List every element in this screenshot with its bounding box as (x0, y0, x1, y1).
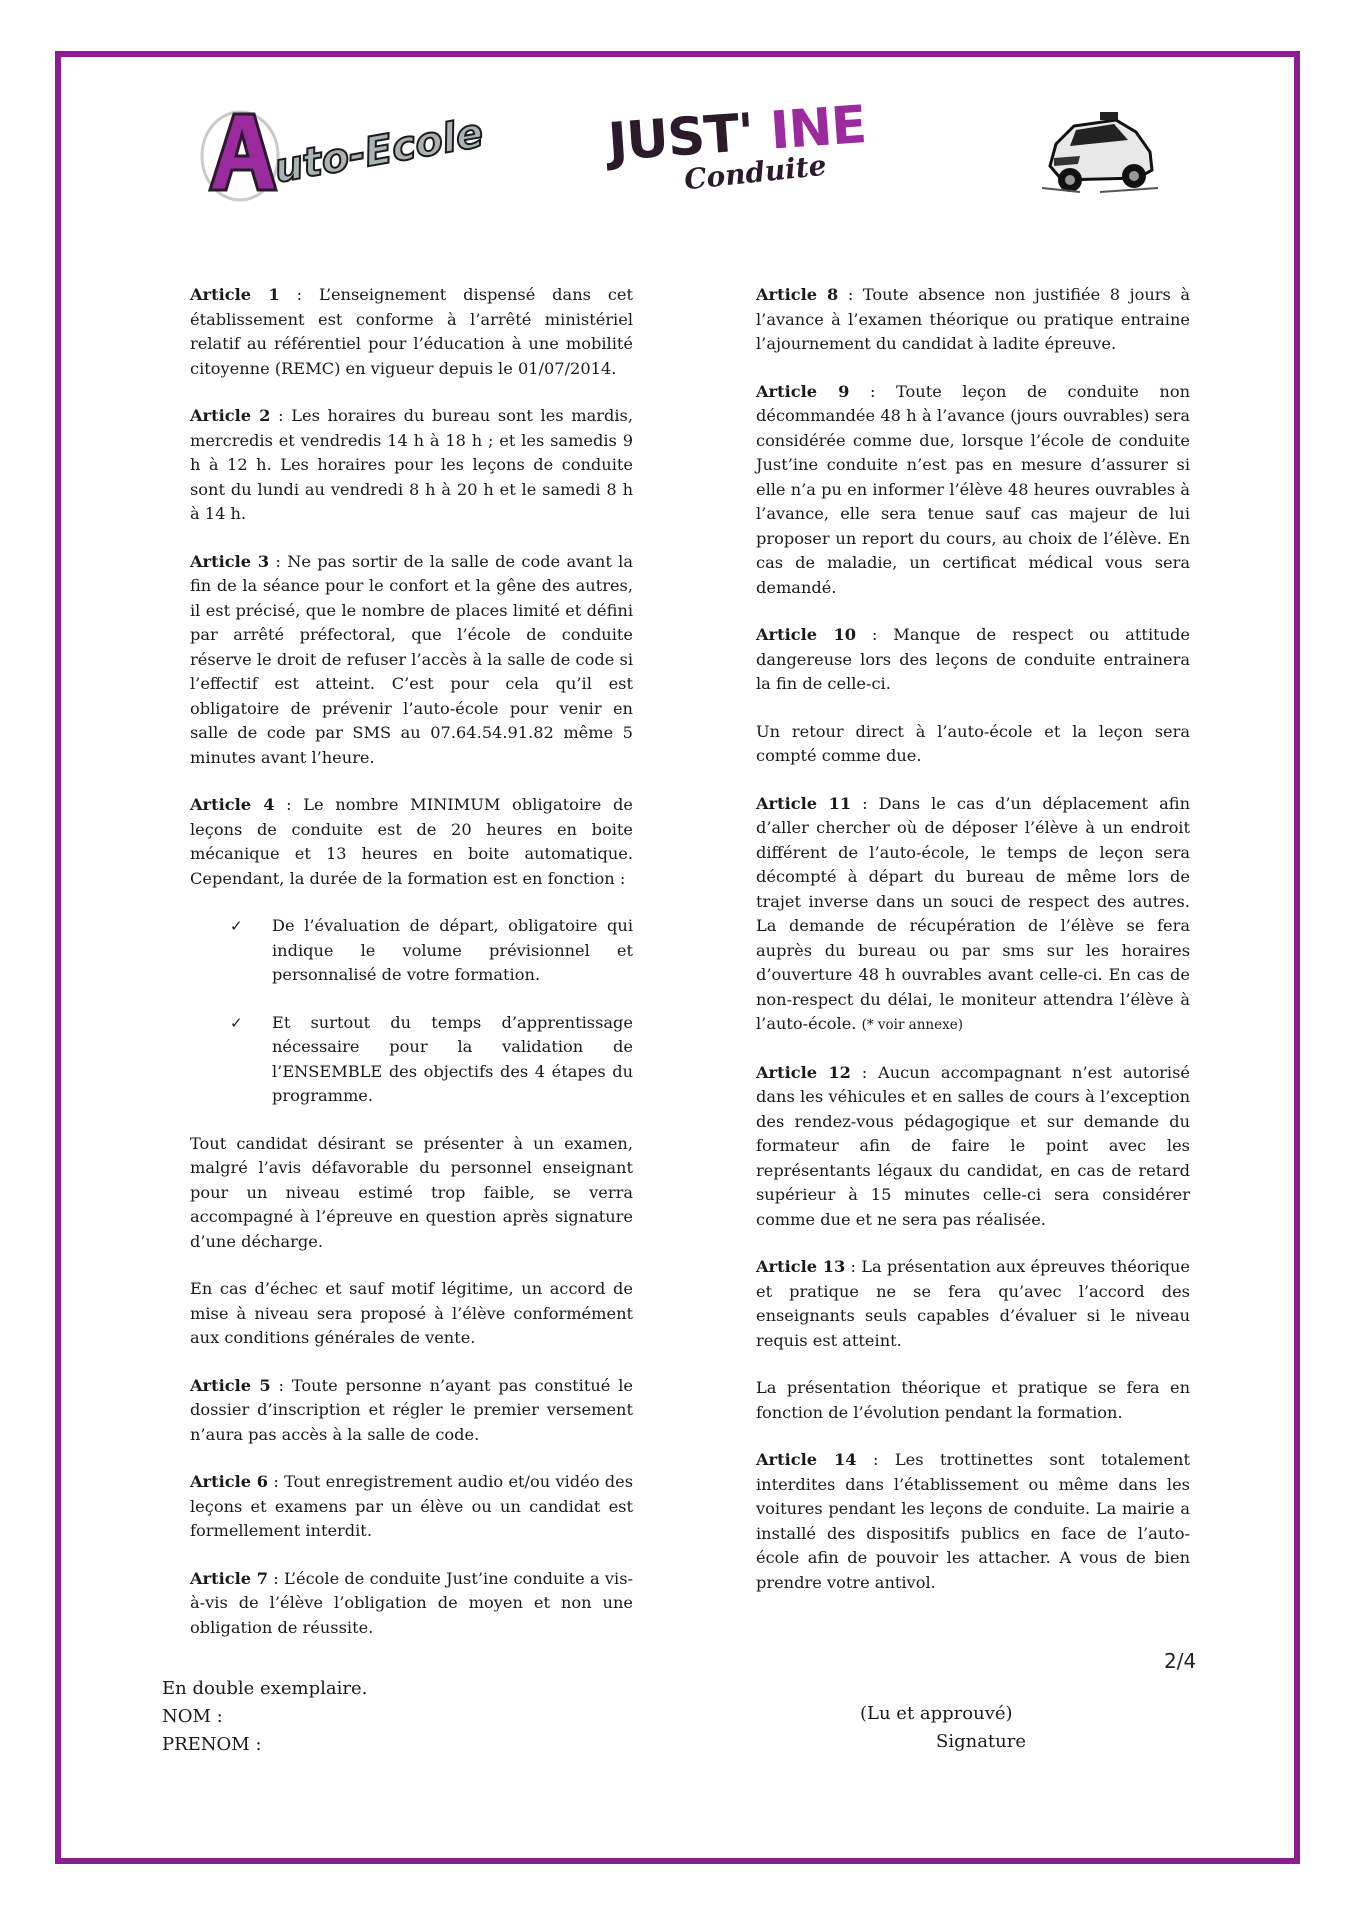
car-icon (1040, 100, 1160, 196)
double-exemplaire-label: En double exemplaire. (162, 1678, 368, 1699)
nom-label: NOM : (162, 1706, 223, 1727)
paragraph-candidat: Tout candidat désirant se présenter à un examen, malgré l’avis défavorable du personnel enseignant pour un niveau estimé trop faible, se verra accompagné à l’épreuve en question après signature d’une décharge. (190, 1133, 633, 1251)
justine-conduite-logo (600, 92, 868, 202)
article-1: Article 1 : L’enseignement dispensé dans cet établissement est conforme à l’arrêté ministériel relatif au référentiel pour l’éducation à une mobilité citoyenne (REMC) en vigueur depuis le 01/07/2014. (190, 285, 633, 378)
auto-ecole-logo (196, 104, 487, 204)
prenom-label: PRENOM : (162, 1734, 262, 1755)
article-12: Article 12 : Aucun accompagnant n’est autorisé dans les véhicules et en salles de cours à l’exception des rendez-vous pédagogique et sur demande du formateur afin de faire le point avec les représentants légaux du candidat, en cas de retard supérieur à 15 minutes celle-ci sera considérer comme due et ne sera pas réalisée. (756, 1062, 1190, 1229)
article-13: Article 13 : La présentation aux épreuves théorique et pratique ne se fera qu’avec l’accord des enseignants seuls capables d’évaluer si le niveau requis est atteint. (756, 1257, 1190, 1350)
article-11: Article 11 : Dans le cas d’un déplacement afin d’aller chercher où de déposer l’élève à un endroit différent de l’auto-école, le temps de leçon sera décompté à départ du bureau de même lors de trajet inverse dans un souci de respect des autres. La demande de récupération de l’élève se fera auprès du bureau ou par sms sur les horaires d’ouverture 48 h ouvrables avant celle-ci. En cas de non-respect du délai, le moniteur attendra l’élève à l’auto-école. (* voir annexe) (756, 793, 1190, 1033)
paragraph-retour: Un retour direct à l’auto-école et la leçon sera compté comme due. (756, 721, 1190, 765)
right-column (756, 283, 1190, 1618)
signature-label: Signature (936, 1731, 1027, 1752)
article-9: Article 9 : Toute leçon de conduite non décommandée 48 h à l’avance (jours ouvrables) sera considérée comme due, lorsque l’école de conduite Just’ine conduite n’est pas en mesure d’assurer si elle n’a pu en informer l’élève 48 heures ouvrables à l’avance, elle sera tenue sauf cas majeur de lui proposer un report du cours, au choix de l’élève. En cas de maladie, un certificat médical vous sera demandé. (756, 381, 1190, 597)
page-number: 2/4 (1164, 1649, 1197, 1673)
article-10: Article 10 : Manque de respect ou attitude dangereuse lors des leçons de conduite entrainera la fin de celle-ci. (756, 625, 1190, 693)
article-6: Article 6 : Tout enregistrement audio et/ou vidéo des leçons et examens par un élève ou un candidat est formellement interdit. (190, 1472, 634, 1540)
article-4-list (190, 914, 633, 1109)
paragraph-echec: En cas d’échec et sauf motif légitime, un accord de mise à niveau sera proposé à l’élève conformément aux conditions générales de vente. (190, 1279, 633, 1347)
article-14: Article 14 : Les trottinettes sont totalement interdites dans l’établissement ou même dans les voitures pendant les leçons de conduite. La mairie a installé des dispositifs publics en face de l’auto-école afin de pouvoir les attacher. A vous de bien prendre votre antivol. (756, 1450, 1190, 1592)
list-item: ✓ Et surtout du temps d’apprentissage nécessaire pour la validation de l’ENSEMBLE des objectifs des 4 étapes du programme. (230, 1012, 633, 1105)
list-item: ✓ De l’évaluation de départ, obligatoire qui indique le volume prévisionnel et personnalisé de votre formation. (230, 916, 633, 984)
article-4: Article 4 : Le nombre MINIMUM obligatoire de leçons de conduite est de 20 heures en boite mécanique et 13 heures en boite automatique. Cependant, la durée de la formation est en fonction : (190, 795, 633, 888)
article-2: Article 2 : Les horaires du bureau sont les mardis, mercredis et vendredis 14 h à 18 h ; et les samedis 9 h à 12 h. Les horaires pour les leçons de conduite sont du lundi au vendredi 8 h à 20 h et le samedi 8 h à 14 h. (190, 406, 633, 523)
signature-block-left (162, 1675, 367, 1759)
logo-lettering: uto-Ecole (270, 110, 487, 193)
article-8: Article 8 : Toute absence non justifiée 8 jours à l’avance à l’examen théorique ou pratique entraine l’ajournement du candidat à ladite épreuve. (756, 285, 1190, 353)
logo-brand: JUST' INE (606, 95, 868, 173)
checkmark-icon: ✓ (230, 1013, 243, 1032)
left-column (190, 283, 633, 1663)
article-7: Article 7 : L’école de conduite Just’ine conduite a vis-à-vis de l’élève l’obligation de moyen et non une obligation de réussite. (190, 1568, 633, 1637)
article-3: Article 3 : Ne pas sortir de la salle de code avant la fin de la séance pour le confort et la gêne des autres, il est précisé, que le nombre de places limité et défini par arrêté préfectoral, que l’école de conduite réserve le droit de refuser l’accès à la salle de code si l’effectif est atteint. C’est pour cela qu’il est obligatoire de prévenir l’auto-école pour venir en salle de code par SMS au 07.64.54.91.82 même 5 minutes avant l’heure. (190, 551, 633, 767)
article-5: Article 5 : Toute personne n’ayant pas constitué le dossier d’inscription et régler le premier versement n’aura pas accès à la salle de code. (190, 1375, 633, 1444)
lu-approuve-label: (Lu et approuvé) (860, 1703, 1013, 1724)
checkmark-icon: ✓ (230, 917, 243, 935)
paragraph-presentation: La présentation théorique et pratique se fera en fonction de l’évolution pendant la formation. (756, 1378, 1190, 1422)
logo-subtitle: Conduite (682, 148, 828, 197)
